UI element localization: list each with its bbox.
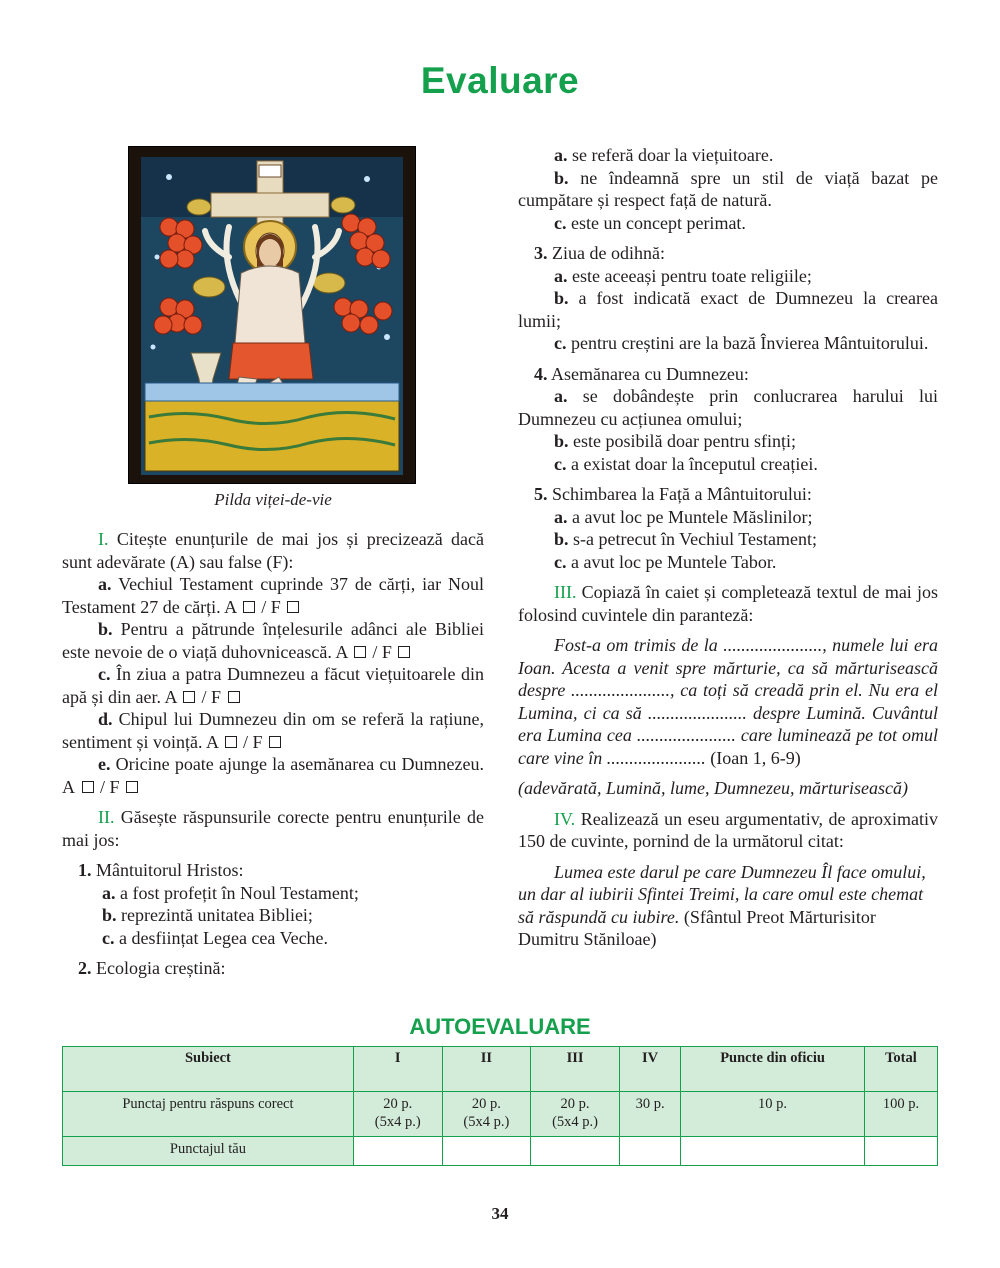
item-f-label: / F bbox=[201, 686, 221, 707]
item-f-label: / F bbox=[100, 776, 120, 797]
option-text: a avut loc pe Muntele Măslinilor; bbox=[572, 506, 813, 527]
checkbox-icon[interactable] bbox=[225, 736, 237, 748]
option-text: reprezintă unitatea Bibliei; bbox=[121, 905, 313, 925]
checkbox-icon[interactable] bbox=[183, 691, 195, 703]
score-detail: (5x4 p.) bbox=[374, 1114, 421, 1130]
item-letter: e. bbox=[98, 754, 111, 774]
question-5-option-c bbox=[518, 551, 938, 574]
section-2-prompt bbox=[62, 806, 484, 851]
item-f-label: / F bbox=[261, 596, 281, 617]
question-4 bbox=[518, 363, 938, 386]
section-3-prompt bbox=[518, 581, 938, 626]
row-label: Punctaj pentru răspuns corect bbox=[63, 1092, 354, 1137]
table-row bbox=[63, 1092, 938, 1137]
option-text: se dobândește prin conlucrarea harului lui Dumnezeu cu acțiunea omului; bbox=[518, 386, 939, 429]
question-4-option-c bbox=[518, 453, 938, 476]
option-letter: c. bbox=[554, 551, 567, 572]
section-1-item-a bbox=[62, 573, 484, 618]
option-letter: b. bbox=[554, 529, 569, 549]
question-1-option-a bbox=[62, 882, 484, 905]
page-number: 34 bbox=[491, 1204, 509, 1223]
section-3-passage bbox=[518, 634, 938, 769]
option-letter: b. bbox=[102, 905, 117, 925]
option-letter: c. bbox=[554, 453, 567, 474]
item-letter: b. bbox=[98, 619, 113, 639]
option-text: se referă doar la viețuitoare. bbox=[572, 145, 774, 165]
question-2-option-a bbox=[518, 144, 938, 167]
question-2 bbox=[62, 957, 484, 980]
passage-reference: (Ioan 1, 6-9) bbox=[710, 747, 801, 768]
left-column-sections bbox=[62, 528, 484, 980]
option-letter: a. bbox=[102, 882, 116, 903]
section-1-item-e bbox=[62, 753, 484, 798]
question-3 bbox=[518, 242, 938, 265]
item-letter: d. bbox=[98, 709, 113, 729]
page-title: Evaluare bbox=[420, 60, 580, 101]
option-letter: c. bbox=[554, 333, 567, 353]
question-number: 2. bbox=[78, 958, 92, 978]
item-text: În ziua a patra Dumnezeu a făcut viețuitoarele din apă și din aer. A bbox=[62, 664, 485, 707]
your-score-cell[interactable] bbox=[531, 1137, 620, 1166]
item-text: Oricine poate ajunge la asemănarea cu Dumnezeu. A bbox=[62, 754, 484, 797]
checkbox-icon[interactable] bbox=[354, 646, 366, 658]
row-label: Punctajul tău bbox=[63, 1137, 354, 1166]
question-text: Ziua de odihnă: bbox=[552, 243, 665, 263]
score-value: 30 p. bbox=[635, 1096, 665, 1112]
option-text: a fost profețit în Noul Testament; bbox=[120, 882, 359, 903]
table-header: IV bbox=[619, 1047, 680, 1092]
question-5 bbox=[518, 483, 938, 506]
section-1-prompt bbox=[62, 528, 484, 573]
section-3-text: Copiază în caiet și completează textul de mai jos folosind cuvintele din paranteză: bbox=[518, 582, 938, 625]
table-header: Total bbox=[864, 1047, 937, 1092]
option-text: a fost indicată exact de Dumnezeu la crearea lumii; bbox=[518, 288, 939, 331]
section-3-number: III. bbox=[554, 582, 577, 602]
item-letter: a. bbox=[98, 574, 112, 594]
question-1 bbox=[62, 859, 484, 882]
checkbox-icon[interactable] bbox=[82, 781, 94, 793]
question-number: 1. bbox=[78, 860, 92, 880]
option-text: este un concept perimat. bbox=[571, 212, 746, 233]
your-score-cell[interactable] bbox=[864, 1137, 937, 1166]
question-number: 5. bbox=[534, 484, 548, 504]
item-f-label: / F bbox=[243, 731, 263, 752]
checkbox-icon[interactable] bbox=[243, 601, 255, 613]
question-3-option-b bbox=[518, 287, 938, 332]
question-text: Mântuitorul Hristos: bbox=[96, 860, 244, 880]
quote-text: Lumea este darul pe care Dumnezeu Îl face omului, un dar al iubirii Sfintei Treimi, la care omul este chemat să răspundă cu iubire. bbox=[518, 861, 926, 927]
question-4-option-a bbox=[518, 385, 938, 430]
checkbox-icon[interactable] bbox=[126, 781, 138, 793]
option-letter: a. bbox=[554, 265, 568, 286]
question-text: Schimbarea la Față a Mântuitorului: bbox=[552, 484, 812, 504]
item-letter: c. bbox=[98, 664, 111, 684]
question-1-option-b bbox=[62, 904, 484, 927]
self-evaluation-title: AUTOEVALUARE bbox=[409, 1014, 591, 1039]
checkbox-icon[interactable] bbox=[398, 646, 410, 658]
right-column bbox=[518, 144, 938, 951]
item-text: Pentru a pătrunde înțelesurile adânci ale Bibliei este nevoie de o viață duhovnicească. A bbox=[62, 619, 484, 662]
score-value: 20 p. bbox=[471, 1096, 501, 1112]
item-text: Vechiul Testament cuprinde 37 de cărți, iar Noul Testament 27 de cărți. A bbox=[62, 574, 484, 617]
option-text: ne îndeamnă spre un stil de viață bazat pe cumpătare și respect față de natură. bbox=[518, 167, 938, 210]
question-3-option-c bbox=[518, 332, 938, 355]
score-cell bbox=[864, 1092, 937, 1137]
score-cell bbox=[531, 1092, 620, 1137]
question-text: Ecologia creștină: bbox=[96, 958, 226, 978]
item-f-label: / F bbox=[372, 641, 392, 662]
passage-text: Fost-a om trimis de la ......................, numele lui era Ioan. Acesta a venit spre mărturie, ca să mărturisească despre ......................, ca toți să creadă prin el. Nu era el Lumina, ci ca să ...................... despre Lumină. Cuvântul era Lumina cea ...................... care luminează pe tot omul care vine în ...................... bbox=[518, 635, 938, 768]
section-4-number: IV. bbox=[554, 808, 576, 829]
your-score-cell[interactable] bbox=[619, 1137, 680, 1166]
option-letter: c. bbox=[554, 212, 567, 233]
section-1-item-b bbox=[62, 618, 484, 663]
checkbox-icon[interactable] bbox=[269, 736, 281, 748]
table-header: III bbox=[531, 1047, 620, 1092]
table-header: II bbox=[442, 1047, 531, 1092]
checkbox-icon[interactable] bbox=[287, 601, 299, 613]
option-letter: a. bbox=[554, 145, 568, 165]
question-number: 3. bbox=[534, 243, 548, 263]
option-text: a desființat Legea cea Veche. bbox=[119, 927, 329, 948]
option-text: pentru creștini are la bază Învierea Mântuitorului. bbox=[571, 333, 929, 353]
section-4-prompt bbox=[518, 808, 938, 853]
item-text: Chipul lui Dumnezeu din om se referă la rațiune, sentiment și voință. A bbox=[62, 709, 485, 752]
section-2-text: Găsește răspunsurile corecte pentru enunțurile de mai jos: bbox=[62, 807, 485, 850]
table-header: I bbox=[353, 1047, 442, 1092]
section-1-text: Citește enunțurile de mai jos și precizează dacă sunt adevărate (A) sau false (F): bbox=[62, 529, 485, 572]
question-1-option-c bbox=[62, 927, 484, 950]
score-cell bbox=[353, 1092, 442, 1137]
section-4-quote bbox=[518, 861, 938, 951]
table-header: Puncte din oficiu bbox=[681, 1047, 865, 1092]
option-text: este aceeași pentru toate religiile; bbox=[572, 265, 812, 286]
question-4-option-b bbox=[518, 430, 938, 453]
score-cell bbox=[442, 1092, 531, 1137]
section-3-words: (adevărată, Lumină, lume, Dumnezeu, mărturisească) bbox=[518, 778, 908, 798]
score-value: 10 p. bbox=[758, 1096, 788, 1112]
vine-icon-painting bbox=[128, 146, 416, 484]
section-2-number: II. bbox=[98, 807, 115, 827]
score-value: 20 p. bbox=[560, 1096, 590, 1112]
section-1-number: I. bbox=[98, 529, 109, 549]
question-3-option-a bbox=[518, 265, 938, 288]
table-header: Subiect bbox=[63, 1047, 354, 1092]
option-letter: b. bbox=[554, 288, 569, 308]
question-text: Asemănarea cu Dumnezeu: bbox=[551, 363, 749, 384]
your-score-cell[interactable] bbox=[353, 1137, 442, 1166]
option-letter: b. bbox=[554, 431, 569, 451]
question-number: 4. bbox=[534, 363, 548, 384]
score-detail: (5x4 p.) bbox=[463, 1114, 510, 1130]
section-1-item-d bbox=[62, 708, 484, 753]
question-2-option-c bbox=[518, 212, 938, 235]
option-letter: b. bbox=[554, 167, 569, 188]
checkbox-icon[interactable] bbox=[228, 691, 240, 703]
self-evaluation-table bbox=[62, 1046, 938, 1166]
your-score-cell[interactable] bbox=[681, 1137, 865, 1166]
quote-source: (Sfântul Preot Mărturisitor Dumitru Stăniloae) bbox=[518, 906, 876, 949]
option-letter: c. bbox=[102, 927, 115, 948]
option-letter: a. bbox=[554, 386, 568, 406]
score-cell bbox=[619, 1092, 680, 1137]
painting-image bbox=[129, 147, 415, 483]
option-text: a avut loc pe Muntele Tabor. bbox=[571, 551, 777, 572]
score-value: 100 p. bbox=[882, 1096, 920, 1112]
your-score-cell[interactable] bbox=[442, 1137, 531, 1166]
score-value: 20 p. bbox=[383, 1096, 413, 1112]
table-row bbox=[63, 1137, 938, 1166]
table-header-row bbox=[63, 1047, 938, 1092]
question-5-option-a bbox=[518, 506, 938, 529]
score-detail: (5x4 p.) bbox=[552, 1114, 599, 1130]
option-text: s-a petrecut în Vechiul Testament; bbox=[573, 529, 818, 549]
question-5-option-b bbox=[518, 528, 938, 551]
image-caption: Pilda viței-de-vie bbox=[214, 490, 332, 509]
section-4-text: Realizează un eseu argumentativ, de aproximativ 150 de cuvinte, pornind de la următorul citat: bbox=[518, 808, 939, 851]
score-cell bbox=[681, 1092, 865, 1137]
question-2-option-b bbox=[518, 167, 938, 212]
section-1-item-c bbox=[62, 663, 484, 708]
option-letter: a. bbox=[554, 506, 568, 527]
option-text: a existat doar la începutul creației. bbox=[571, 453, 818, 474]
option-text: este posibilă doar pentru sfinți; bbox=[573, 431, 796, 451]
